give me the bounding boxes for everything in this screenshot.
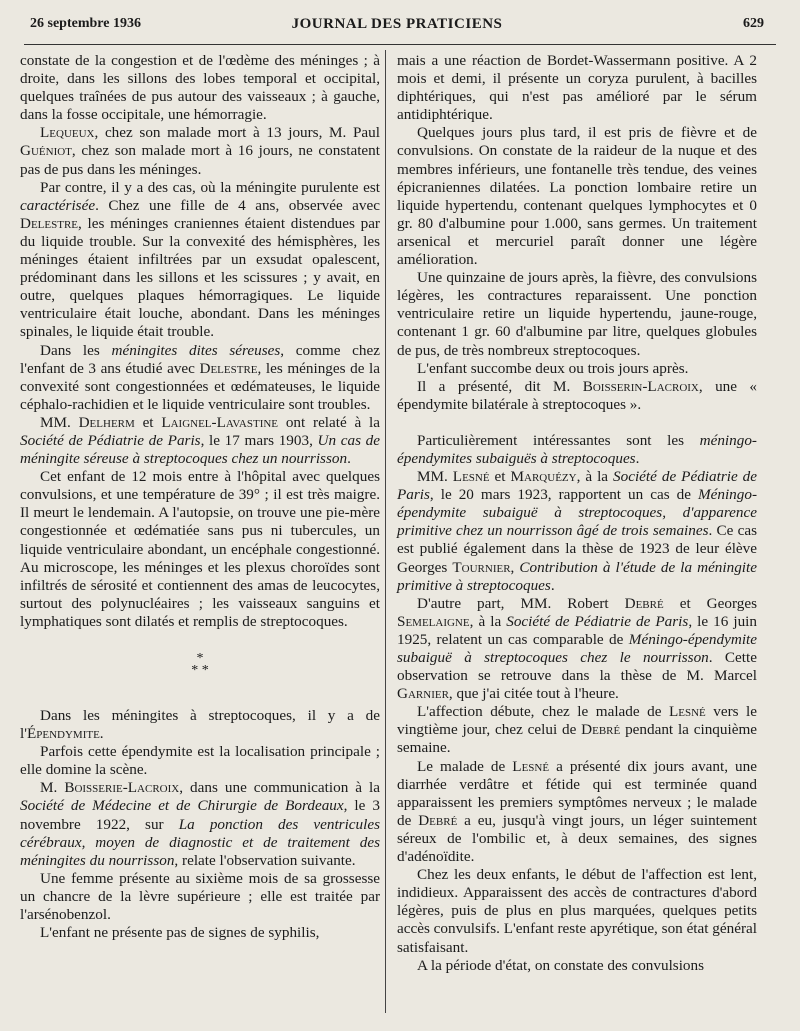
author-name: Lequeux bbox=[40, 124, 95, 142]
text-run: et bbox=[489, 468, 511, 486]
separator-stars: * * bbox=[191, 663, 209, 678]
text-run: Dans les bbox=[40, 341, 112, 359]
author-name: Debré bbox=[624, 594, 664, 612]
spacer bbox=[397, 414, 757, 432]
text-run: , une « épendymite bilatérale à streptocoques ». bbox=[397, 377, 757, 413]
text-run: , les méninges craniennes étaient distendues par du liquide trouble. Sur la convexité des hémisphères, les méninges étaient infiltrées par un exsudat opalescent, prédominant dans les sillons et les scissures ; y avait, en outre, quelques plaques hémorragiques. Le liquide ventriculaire était louche, abondant. Dans les méninges spinales, le liquide était trouble. bbox=[20, 214, 380, 341]
paragraph: L'enfant ne présente pas de signes de syphilis, bbox=[40, 924, 320, 942]
paragraph bbox=[397, 758, 757, 867]
author-name: Marquézy bbox=[510, 468, 577, 486]
separator-star: * bbox=[196, 651, 204, 666]
text-run: , bbox=[510, 558, 520, 576]
text-run: , à la bbox=[469, 612, 507, 630]
term: Épendymite bbox=[26, 725, 100, 743]
text-run: Il a présenté, dit M. bbox=[417, 377, 583, 395]
text-run: L'affection débute, chez le malade de bbox=[417, 703, 669, 721]
author-name: Semelaigne bbox=[397, 612, 470, 630]
text-run: , chez son malade mort à 16 jours, ne constatent pas de pus dans les méninges. bbox=[20, 142, 380, 178]
paragraph: Quelques jours plus tard, il est pris de fièvre et de convulsions. On constate de la raideur de la nuque et des membres inférieurs, une fontanelle très tendue, des veines épicraniennes dilatées. La ponction lombaire retire un liquide hypertendu, contenant quelques lymphocytes et 0 gr. 80 d'albumine pour 1.000, sans germes. Un traitement arsenical et mercuriel paraît donner une légère amélioration. bbox=[397, 124, 757, 269]
text-run: , le 17 mars 1903, bbox=[200, 431, 318, 449]
emphasis: Société de Pédiatrie de Paris bbox=[506, 612, 689, 630]
paragraph: Chez les deux enfants, le début de l'affection est lent, indidieux. Apparaissent des accès de contractures d'abord légères, puis de plus en plus marquées, quelques petits accès convulsifs. L'enfant reste apyrétique, son état général satisfaisant. bbox=[397, 866, 757, 956]
emphasis: méningo-épendymites subaiguës à streptocoques bbox=[397, 431, 757, 467]
paragraph bbox=[20, 414, 380, 468]
text-run: . Cette observation se retrouve dans la thèse de M. Marcel bbox=[397, 649, 757, 685]
author-name: Delestre bbox=[20, 214, 79, 232]
emphasis: Méningo-épendymite subaiguë à streptocoques chez le nourrisson bbox=[397, 630, 757, 666]
paragraph bbox=[397, 432, 757, 468]
emphasis: caractérisée bbox=[20, 196, 96, 214]
left-column bbox=[20, 52, 380, 942]
header-rule bbox=[24, 44, 776, 45]
text-run: MM. bbox=[417, 468, 453, 486]
header-date: 26 septembre 1936 bbox=[30, 16, 141, 31]
paragraph bbox=[20, 707, 380, 743]
paragraph bbox=[20, 179, 380, 342]
page-number: 629 bbox=[743, 16, 764, 31]
text-run: Particulièrement intéressantes sont les bbox=[417, 431, 700, 449]
author-name: Garnier bbox=[397, 685, 449, 703]
paragraph bbox=[397, 703, 757, 757]
paragraph: Cet enfant de 12 mois entre à l'hôpital avec quelques convulsions, et une température de 39° ; il est très maigre. Il meurt le lendemain. A l'autopsie, on trouve une pie-mère congestionnée et œdématiée sans pus ni tubercules, un liquide ventriculaire abondant, un encéphale congestionné. Au microscope, les méninges et les plexus choroïdes sont infiltrés de sérosité et contiennent des amas de leucocytes, surtout des polynucléaires ; les vaisseaux sanguins et lymphatiques sont dilatés et remplis de streptocoques. bbox=[20, 468, 380, 630]
paragraph bbox=[397, 468, 757, 595]
text-run: , à la bbox=[576, 468, 614, 486]
emphasis: La ponction des ventricules cérébraux, moyen de diagnostic et de traitement des méningites du nourrisson bbox=[20, 815, 380, 869]
right-column bbox=[397, 52, 757, 975]
paragraph bbox=[20, 779, 380, 869]
text-run: M. bbox=[40, 779, 65, 797]
text-run: , les méninges de la convexité sont congestionnées et œdémateuses, le liquide céphalo-rachidien et le liquide ventriculaire sont troubles. bbox=[20, 359, 380, 413]
text-run: , le 16 juin 1925, relatent un cas comparable de bbox=[397, 612, 757, 648]
paragraph: Une quinzaine de jours après, la fièvre, des convulsions légères, les contractures reparaissent. Une ponction ventriculaire retire un liquide hypertendu, jaune-rouge, contenant 1 gr. 60 d'albumine par litre, quelques globules de pus, de très nombreux streptocoques. bbox=[397, 269, 757, 359]
journal-title: JOURNAL DES PRATICIENS bbox=[291, 16, 503, 32]
emphasis: Société de Pédiatrie de Paris bbox=[20, 431, 201, 449]
text-run: et Georges bbox=[663, 594, 757, 612]
text-run: . bbox=[550, 576, 555, 594]
author-name: Delestre bbox=[199, 359, 258, 377]
emphasis: Contribution à l'étude de la méningite primitive à streptocoques bbox=[397, 558, 757, 594]
text-run: D'autre part, MM. Robert bbox=[417, 594, 625, 612]
emphasis: Un cas de méningite séreuse à streptocoques chez un nourrisson bbox=[20, 431, 380, 468]
paragraph bbox=[20, 124, 380, 178]
text-run: ont relaté à la bbox=[278, 413, 380, 431]
paragraph bbox=[397, 378, 757, 414]
text-run: , le 3 novembre 1922, sur bbox=[20, 797, 380, 833]
author-name: Lesné bbox=[668, 703, 706, 721]
author-name: Debré bbox=[418, 811, 458, 829]
text-run: Le malade de bbox=[417, 757, 513, 775]
text-run: Par contre, il y a des cas, où la méningite purulente est bbox=[40, 178, 380, 196]
paragraph bbox=[397, 595, 757, 704]
author-name: Boisserin-Lacroix bbox=[582, 377, 699, 395]
column-divider bbox=[385, 50, 386, 1013]
text-run: , comme chez l'enfant de 3 ans étudié avec bbox=[20, 341, 380, 377]
paragraph: A la période d'état, on constate des convulsions bbox=[417, 956, 705, 974]
text-run: , relate l'observation suivante. bbox=[174, 851, 356, 869]
text-run: . Ce cas est publié également dans la thèse de 1923 de leur élève Georges bbox=[397, 522, 757, 576]
paragraph bbox=[20, 342, 380, 414]
paragraph: Une femme présente au sixième mois de sa grossesse un chancre de la lèvre supérieure ; elle est traitée par l'arsénobenzol. bbox=[20, 869, 380, 924]
text-run: a eu, jusqu'à vingt jours, un léger suintement séreux de l'ombilic et, à deux semaines, des signes d'adénoïdite. bbox=[397, 811, 757, 866]
paragraph: constate de la congestion et de l'œdème des méninges ; à droite, dans les sillons des lobes temporal et occipital, quelques traînées de pus autour des vaisseaux ; à gauche, dans la fosse occipitale, une hémorragie. bbox=[20, 52, 380, 124]
text-run: , chez son malade mort à 13 jours, M. Paul bbox=[94, 124, 380, 142]
text-run: et bbox=[134, 413, 162, 431]
text-run: , dans une communication à la bbox=[179, 779, 380, 797]
text-run: , que j'ai citée tout à l'heure. bbox=[448, 685, 619, 703]
text-run: . bbox=[635, 449, 640, 467]
author-name: Guéniot bbox=[20, 142, 72, 160]
emphasis: Société de Médecine et de Chirurgie de Bordeaux bbox=[20, 797, 344, 815]
text-run: , le 20 mars 1923, rapportent un cas de bbox=[429, 486, 698, 504]
author-name: Boisserie-Lacroix bbox=[64, 779, 180, 797]
author-name: Lesné bbox=[452, 468, 490, 486]
author-name: Tournier bbox=[452, 558, 511, 576]
author-name: Debré bbox=[581, 721, 621, 739]
paragraph: Parfois cette épendymite est la localisation principale ; elle domine la scène. bbox=[20, 743, 380, 779]
text-run: . bbox=[347, 450, 351, 468]
text-run: MM. bbox=[40, 413, 79, 431]
text-run: . bbox=[99, 725, 104, 743]
text-run: a présenté dix jours avant, une diarrhée verdâtre et fétide qui est terminée quand apparaissent les premiers symptômes nerveux ; le malade de bbox=[397, 757, 757, 829]
emphasis: Méningo-épendymite subaiguë à streptocoques, d'apparence primitive chez un nourrisson âgé de trois semaines bbox=[397, 486, 757, 540]
author-name: Lesné bbox=[512, 757, 550, 775]
section-separator bbox=[20, 653, 380, 677]
paragraph: L'enfant succombe deux ou trois jours après. bbox=[417, 359, 689, 377]
text-run: . Chez une fille de 4 ans, observée avec bbox=[95, 196, 380, 214]
emphasis: méningites dites séreuses bbox=[111, 341, 281, 359]
author-name: Laignel-Lavastine bbox=[161, 413, 279, 431]
text-run: pendant la cinquième semaine. bbox=[397, 721, 757, 757]
author-name: Delherm bbox=[78, 413, 135, 431]
emphasis: Société de Pédiatrie de Paris bbox=[397, 468, 758, 504]
running-header bbox=[30, 16, 764, 38]
text-run: Dans les méningites à streptocoques, il y a de l' bbox=[20, 707, 380, 743]
text-run: vers le vingtième jour, chez celui de bbox=[397, 703, 757, 739]
paragraph: mais a une réaction de Bordet-Wassermann positive. A 2 mois et demi, il présente un coryza purulent, à bacilles diphtériques, qui n'est pas amélioré par le sérum antidiphtérique. bbox=[397, 52, 757, 124]
